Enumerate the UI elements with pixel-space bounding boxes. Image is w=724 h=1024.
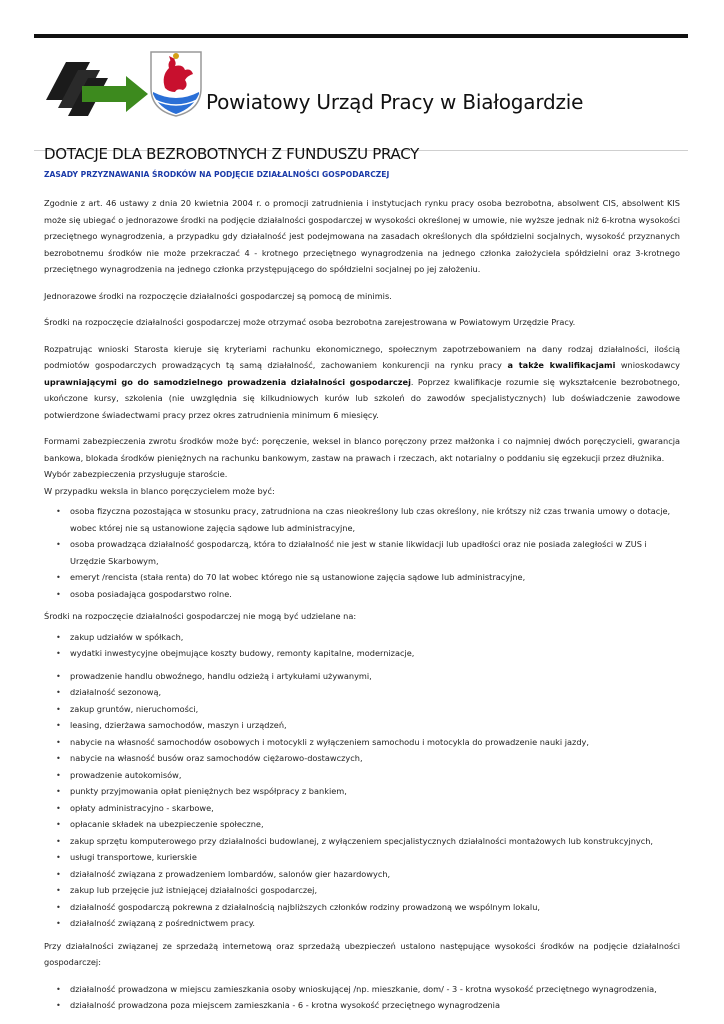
list-item: • osoba fizyczna pozostająca w stosunku pracy, zatrudniona na czas nieokreślony lub czas określony, nie krótszy niż czas trwania umowy o dotacje, wobec której nie są ustanowione zajęcia sądowe lub administracyjne, bbox=[70, 503, 680, 536]
list-item: • nabycie na własność samochodów osobowych i motocykli z wyłączeniem samochodu i motocykla do prowadzenie nauki jazdy, bbox=[70, 734, 680, 751]
criteria-text-bold-1: a także kwalifikacjami bbox=[501, 360, 616, 370]
criteria-text-a: Rozpatrując wnioski Starosta kieruje się kryteriami rachunku ekonomicznego, społecznym zapotrzebowaniem na dany rodzaj działalności, ilością podmiotów gospodarczych prowadzących tą samą działalność, zachowaniem konkurencji na rynku pracy bbox=[44, 343, 680, 370]
list-item: • osoba prowadząca działalność gospodarczą, która to działalność nie jest w stanie likwidacji lub upadłości oraz nie posiada zaległości w ZUS i Urzędzie Skarbowym, bbox=[70, 536, 680, 569]
site-title[interactable]: Powiatowy Urząd Pracy w Białogardzie bbox=[206, 90, 584, 114]
criteria-text-e: . Poprzez kwalifikacje rozumie się wykształcenie bezrobotnego, ukończone kursy, szkolenia (nie uwzględnia się kilkudniowych kurów lub szkoleń do zawodów specjalistycznych) lub doświadczenie zawodowe potwierdzone świadectwami pracy przez okres zatrudnienia minimum 6 miesięcy. bbox=[44, 376, 680, 420]
list-item: • nabycie na własność busów oraz samochodów ciężarowo-dostawczych, bbox=[70, 750, 680, 767]
list-item: • osoba posiadająca gospodarstwo rolne. bbox=[70, 586, 680, 603]
paragraph-security-forms: Formami zabezpieczenia zwrotu środków może być: poręczenie, weksel in blanco poręczony przez małżonka i co najmniej dwóch poręczycieli, gwarancja bankowa, blokada środków pieniężnych na rachunku bankowym, zastaw na prawach i rzeczach, akt notarialny o poddaniu się egzekucji przez dłużnika. bbox=[44, 436, 680, 463]
guarantor-list bbox=[44, 503, 680, 602]
criteria-text-bold-2: uprawniającymi go do samodzielnego prowadzenia działalności gospodarczej bbox=[44, 376, 411, 387]
paragraph-legal-basis: Zgodnie z art. 46 ustawy z dnia 20 kwietnia 2004 r. o promocji zatrudnienia i instytucjach rynku pracy osoba bezrobotna, absolwent CIS, absolwent KIS może się ubiegać o jednorazowe środki na podjęcie działalności gospodarczej w wysokości określonej w umowie, nie wyższe jednak niż 6-krotna wysokości przeciętnego wynagrodzenia, a przypadku gdy działalność jest podejmowana na zasadach określonych dla spółdzielni socjalnych, wysokość przyznanych bezrobotnemu środków nie może przekraczać 4 - krotnego przeciętnego wynagrodzenia na jednego członka założyciela spółdzielni oraz 3-krotnego przeciętnego wynagrodzenia na jednego członka przystępującego do spółdzielni socjalnej po jej założeniu. bbox=[44, 198, 680, 274]
list-item: • punkty przyjmowania opłat pieniężnych bez współpracy z bankiem, bbox=[70, 783, 680, 800]
paragraph-de-minimis: Jednorazowe środki na rozpoczęcie działalności gospodarczej są pomocą de minimis. bbox=[44, 290, 392, 301]
list-item: • zakup gruntów, nieruchomości, bbox=[70, 701, 680, 718]
list-item: • leasing, dzierżawa samochodów, maszyn i urządzeń, bbox=[70, 717, 680, 734]
office-logo-arrows-icon[interactable] bbox=[38, 50, 148, 116]
list-item: • prowadzenie autokomisów, bbox=[70, 767, 680, 784]
amounts-list bbox=[44, 981, 680, 1014]
list-item: • opłaty administracyjno - skarbowe, bbox=[70, 800, 680, 817]
article-subtitle: ZASADY PRZYZNAWANIA ŚRODKÓW NA PODJĘCIE DZIAŁALNOŚCI GOSPODARCZEJ bbox=[44, 170, 390, 179]
bialogard-crest-icon bbox=[147, 48, 205, 118]
paragraph-excluded-intro: Środki na rozpoczęcie działalności gospodarczej nie mogą być udzielane na: bbox=[44, 611, 357, 621]
list-item: • działalność prowadzona poza miejscem zamieszkania - 6 - krotna wysokość przeciętnego wynagrodzenia bbox=[70, 997, 680, 1014]
list-item: • emeryt /rencista (stała renta) do 70 lat wobec którego nie są ustanowione zajęcia sądowe lub administracyjne, bbox=[70, 569, 680, 586]
list-item: • opłacanie składek na ubezpieczenie społeczne, bbox=[70, 816, 680, 833]
paragraph-security-choice: Wybór zabezpieczenia przysługuje staroście. bbox=[44, 469, 228, 479]
site-header bbox=[34, 38, 688, 150]
paragraph-guarantor-intro: W przypadku weksla in blanco poręczycielem może być: bbox=[44, 485, 275, 496]
list-item: • usługi transportowe, kurierskie bbox=[70, 849, 680, 866]
list-item: • prowadzenie handlu obwoźnego, handlu odzieżą i artykułami używanymi, bbox=[70, 668, 680, 685]
list-item: • zakup lub przejęcie już istniejącej działalności gospodarczej, bbox=[70, 882, 680, 899]
list-item: • działalność związaną z pośrednictwem pracy. bbox=[70, 915, 680, 932]
excluded-list-b bbox=[44, 668, 680, 932]
paragraph-internet-sales: Przy działalności związanej ze sprzedażą internetową oraz sprzedażą ubezpieczeń ustalono następujące wysokości środków na podjęcie działalności gospodarczej: bbox=[44, 940, 680, 967]
list-item: • działalność prowadzona w miejscu zamieszkania osoby wnioskującej /np. mieszkanie, dom/ - 3 - krotna wysokość przeciętnego wynagrodzenia, bbox=[70, 981, 680, 998]
list-item: • zakup sprzętu komputerowego przy działalności budowlanej, z wyłączeniem specjalistycznych działalności montażowych lub konstrukcyjnych, bbox=[70, 833, 680, 850]
article-content bbox=[44, 145, 680, 1020]
paragraph-eligibility: Środki na rozpoczęcie działalności gospodarczej może otrzymać osoba bezrobotna zarejestrowana w Powiatowym Urzędzie Pracy. bbox=[44, 317, 576, 327]
list-item: • wydatki inwestycyjne obejmujące koszty budowy, remonty kapitalne, modernizacje, bbox=[70, 645, 680, 662]
excluded-list-a bbox=[44, 629, 680, 662]
list-item: • działalność gospodarczą pokrewna z działalnością najbliższych członków rodziny prowadzoną we wspólnym lokalu, bbox=[70, 899, 680, 916]
list-item: • działalność sezonową, bbox=[70, 684, 680, 701]
list-item: • zakup udziałów w spółkach, bbox=[70, 629, 680, 646]
list-item: • działalność związana z prowadzeniem lombardów, salonów gier hazardowych, bbox=[70, 866, 680, 883]
criteria-text-c: wnioskodawcy bbox=[615, 360, 680, 370]
paragraph-criteria bbox=[44, 341, 680, 424]
article-title: DOTACJE DLA BEZROBOTNYCH Z FUNDUSZU PRACY bbox=[44, 145, 420, 163]
